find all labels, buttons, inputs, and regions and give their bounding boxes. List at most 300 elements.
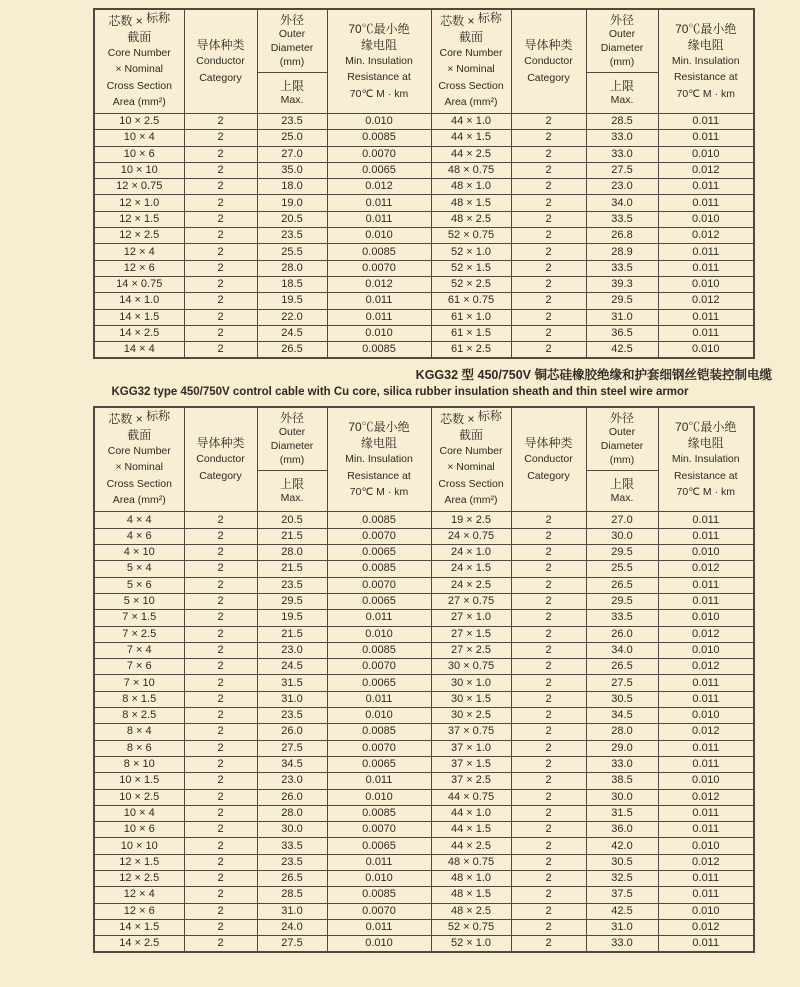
- table-cell: 29.5: [586, 293, 658, 309]
- table-cell: 0.011: [658, 805, 754, 821]
- section-title-chinese: KGG32 型 450/750V 铜芯硅橡胶绝缘和护套细钢丝铠装控制电缆: [415, 368, 772, 383]
- table-cell: 2: [184, 260, 257, 276]
- header-core-number: 芯数 × 标称 截面 Core Number × Nominal Cross Section Area (mm²): [431, 9, 511, 114]
- table-cell: 2: [184, 919, 257, 935]
- table-cell: 0.010: [658, 708, 754, 724]
- table-cell: 33.5: [257, 838, 327, 854]
- table-cell: 48 × 1.0: [431, 870, 511, 886]
- table-cell: 2: [184, 887, 257, 903]
- table-cell: 2: [184, 610, 257, 626]
- header-insulation-resistance: 70℃最小绝 缘电阻 Min. Insulation Resistance at 70℃ M · km: [658, 9, 754, 114]
- table-cell: 52 × 1.0: [431, 936, 511, 953]
- table-cell: 61 × 1.5: [431, 325, 511, 341]
- table-cell: 52 × 1.5: [431, 260, 511, 276]
- table-cell: 0.012: [658, 228, 754, 244]
- table-cell: 14 × 0.75: [94, 276, 184, 292]
- table-cell: 0.012: [658, 789, 754, 805]
- table-cell: 2: [184, 724, 257, 740]
- header-insulation-resistance: 70℃最小绝 缘电阻 Min. Insulation Resistance at 70℃ M · km: [327, 9, 431, 114]
- table-cell: 0.012: [658, 162, 754, 178]
- table-cell: 0.0085: [327, 244, 431, 260]
- table-cell: 23.0: [257, 642, 327, 658]
- table-cell: 44 × 2.5: [431, 146, 511, 162]
- table-cell: 10 × 2.5: [94, 114, 184, 130]
- table-cell: 0.011: [658, 577, 754, 593]
- table-cell: 0.011: [658, 512, 754, 528]
- table-cell: 33.0: [586, 146, 658, 162]
- table-cell: 0.012: [658, 293, 754, 309]
- table-cell: 0.011: [658, 936, 754, 953]
- table-cell: 0.011: [327, 211, 431, 227]
- table-row: [94, 870, 754, 886]
- table-cell: 2: [184, 309, 257, 325]
- table-cell: 12 × 1.0: [94, 195, 184, 211]
- table-row: [94, 854, 754, 870]
- table-cell: 0.011: [658, 325, 754, 341]
- table-cell: 23.5: [257, 854, 327, 870]
- table-cell: 2: [184, 146, 257, 162]
- table-cell: 30.5: [586, 854, 658, 870]
- table-cell: 24 × 0.75: [431, 528, 511, 544]
- table-cell: 30 × 1.5: [431, 691, 511, 707]
- table-cell: 2: [184, 740, 257, 756]
- table-cell: 38.5: [586, 773, 658, 789]
- table-cell: 22.0: [257, 309, 327, 325]
- table-cell: 0.012: [658, 919, 754, 935]
- header-outer-diameter: 外径 Outer Diameter (mm): [586, 407, 658, 471]
- table-cell: 0.011: [327, 773, 431, 789]
- table-cell: 2: [184, 512, 257, 528]
- table-cell: 27 × 0.75: [431, 593, 511, 609]
- table-cell: 19.0: [257, 195, 327, 211]
- table-cell: 36.0: [586, 822, 658, 838]
- section-title-english: KGG32 type 450/750V control cable with Cu core, silica rubber insulation sheath and thin steel wire armor: [111, 386, 689, 399]
- table-cell: 2: [184, 130, 257, 146]
- table-cell: 0.011: [658, 887, 754, 903]
- table-cell: 8 × 10: [94, 756, 184, 772]
- table-cell: 33.5: [586, 610, 658, 626]
- table-row: [94, 114, 754, 130]
- table-cell: 2: [184, 903, 257, 919]
- table-cell: 2: [511, 691, 586, 707]
- table-cell: 0.010: [658, 838, 754, 854]
- table-row: [94, 789, 754, 805]
- table-row: [94, 309, 754, 325]
- table-row: [94, 642, 754, 658]
- table-cell: 12 × 2.5: [94, 228, 184, 244]
- table-cell: 0.0085: [327, 512, 431, 528]
- table-cell: 10 × 10: [94, 838, 184, 854]
- table-cell: 0.012: [658, 561, 754, 577]
- table-cell: 0.0070: [327, 740, 431, 756]
- table-cell: 2: [184, 691, 257, 707]
- table-cell: 2: [184, 789, 257, 805]
- table-cell: 0.011: [658, 593, 754, 609]
- table-cell: 32.5: [586, 870, 658, 886]
- table-cell: 0.0065: [327, 593, 431, 609]
- table-cell: 2: [511, 740, 586, 756]
- table-cell: 8 × 6: [94, 740, 184, 756]
- table-cell: 2: [511, 512, 586, 528]
- table-cell: 2: [184, 805, 257, 821]
- table-cell: 2: [184, 342, 257, 359]
- table-cell: 14 × 2.5: [94, 325, 184, 341]
- table-cell: 26.5: [586, 659, 658, 675]
- table-cell: 48 × 2.5: [431, 903, 511, 919]
- table-cell: 2: [511, 561, 586, 577]
- table-row: [94, 561, 754, 577]
- table-row: [94, 130, 754, 146]
- table-row: [94, 724, 754, 740]
- table-cell: 48 × 1.5: [431, 887, 511, 903]
- table-cell: 2: [511, 854, 586, 870]
- table-cell: 0.011: [658, 130, 754, 146]
- table-row: [94, 756, 754, 772]
- table-cell: 44 × 1.5: [431, 130, 511, 146]
- table-cell: 0.0085: [327, 805, 431, 821]
- table-cell: 0.0065: [327, 838, 431, 854]
- table-header: [94, 407, 754, 512]
- table-cell: 2: [184, 276, 257, 292]
- table-cell: 0.0070: [327, 146, 431, 162]
- table-cell: 0.011: [658, 528, 754, 544]
- table-cell: 27.5: [586, 162, 658, 178]
- header-max-limit: 上限 Max.: [257, 471, 327, 512]
- table-cell: 30.0: [586, 789, 658, 805]
- table-cell: 12 × 6: [94, 260, 184, 276]
- table-cell: 2: [184, 211, 257, 227]
- table-cell: 5 × 10: [94, 593, 184, 609]
- table-cell: 27.5: [257, 740, 327, 756]
- header-core-number: 芯数 × 标称 截面 Core Number × Nominal Cross Section Area (mm²): [94, 9, 184, 114]
- table-cell: 48 × 0.75: [431, 854, 511, 870]
- table-cell: 18.5: [257, 276, 327, 292]
- table-cell: 30.5: [586, 691, 658, 707]
- table-cell: 0.0070: [327, 260, 431, 276]
- table-row: [94, 195, 754, 211]
- table-cell: 12 × 4: [94, 244, 184, 260]
- table-cell: 0.0070: [327, 577, 431, 593]
- table-cell: 30.0: [586, 528, 658, 544]
- table-cell: 2: [184, 626, 257, 642]
- table-cell: 2: [184, 756, 257, 772]
- table-row: [94, 244, 754, 260]
- table-cell: 0.011: [658, 195, 754, 211]
- table-cell: 2: [511, 593, 586, 609]
- table-cell: 25.0: [257, 130, 327, 146]
- table-cell: 14 × 1.5: [94, 309, 184, 325]
- table-cell: 36.5: [586, 325, 658, 341]
- table-row: [94, 691, 754, 707]
- table-cell: 2: [511, 545, 586, 561]
- table-cell: 27.5: [586, 675, 658, 691]
- table-cell: 21.5: [257, 528, 327, 544]
- table-cell: 0.011: [327, 854, 431, 870]
- table-cell: 12 × 4: [94, 887, 184, 903]
- table-cell: 24 × 2.5: [431, 577, 511, 593]
- document-page: [0, 8, 800, 987]
- table-cell: 0.0070: [327, 528, 431, 544]
- table-cell: 2: [511, 773, 586, 789]
- table-cell: 30 × 0.75: [431, 659, 511, 675]
- table-cell: 0.011: [658, 114, 754, 130]
- table-cell: 0.0065: [327, 756, 431, 772]
- header-insulation-resistance: 70℃最小绝 缘电阻 Min. Insulation Resistance at 70℃ M · km: [327, 407, 431, 512]
- table-cell: 52 × 1.0: [431, 244, 511, 260]
- table-cell: 0.0065: [327, 162, 431, 178]
- table-cell: 0.0065: [327, 545, 431, 561]
- table-cell: 2: [184, 228, 257, 244]
- table-row: [94, 228, 754, 244]
- table-cell: 29.5: [257, 593, 327, 609]
- table-cell: 31.5: [586, 805, 658, 821]
- table-cell: 24.0: [257, 919, 327, 935]
- header-core-number: 芯数 × 标称 截面 Core Number × Nominal Cross Section Area (mm²): [94, 407, 184, 512]
- table-cell: 20.5: [257, 512, 327, 528]
- table-cell: 14 × 1.0: [94, 293, 184, 309]
- table-cell: 0.0085: [327, 130, 431, 146]
- table-cell: 52 × 2.5: [431, 276, 511, 292]
- table-cell: 0.0070: [327, 822, 431, 838]
- table-cell: 2: [184, 162, 257, 178]
- table-cell: 10 × 1.5: [94, 773, 184, 789]
- table-cell: 0.0065: [327, 675, 431, 691]
- table-cell: 34.5: [586, 708, 658, 724]
- table-cell: 52 × 0.75: [431, 228, 511, 244]
- table-cell: 42.5: [586, 342, 658, 359]
- table-cell: 2: [511, 244, 586, 260]
- table-cell: 0.0085: [327, 724, 431, 740]
- table-row: [94, 675, 754, 691]
- table-cell: 12 × 0.75: [94, 179, 184, 195]
- table-cell: 0.010: [327, 325, 431, 341]
- table-row: [94, 528, 754, 544]
- table-cell: 0.012: [658, 626, 754, 642]
- table-cell: 2: [511, 838, 586, 854]
- table-cell: 2: [511, 887, 586, 903]
- table-cell: 26.0: [586, 626, 658, 642]
- table-cell: 28.0: [257, 260, 327, 276]
- table-cell: 25.5: [586, 561, 658, 577]
- table-cell: 5 × 6: [94, 577, 184, 593]
- table-cell: 2: [511, 659, 586, 675]
- table-cell: 52 × 0.75: [431, 919, 511, 935]
- table-cell: 7 × 1.5: [94, 610, 184, 626]
- table-cell: 2: [511, 642, 586, 658]
- header-max-limit: 上限 Max.: [586, 471, 658, 512]
- table-cell: 2: [184, 936, 257, 953]
- table-cell: 0.011: [327, 309, 431, 325]
- table-cell: 27.5: [257, 936, 327, 953]
- table-cell: 0.010: [658, 342, 754, 359]
- header-max-limit: 上限 Max.: [586, 73, 658, 114]
- table-cell: 27.0: [586, 512, 658, 528]
- cable-spec-table-kgg32: [93, 406, 755, 953]
- table-cell: 2: [511, 528, 586, 544]
- table-cell: 0.010: [327, 789, 431, 805]
- table-cell: 0.011: [327, 293, 431, 309]
- table-cell: 26.8: [586, 228, 658, 244]
- table-cell: 23.5: [257, 228, 327, 244]
- cable-spec-table-upper: [93, 8, 755, 359]
- table-header: [94, 9, 754, 114]
- header-conductor-category: 导体种类 Conductor Category: [184, 407, 257, 512]
- table-body: [94, 512, 754, 953]
- table-cell: 14 × 1.5: [94, 919, 184, 935]
- table-cell: 21.5: [257, 561, 327, 577]
- table-cell: 0.011: [658, 309, 754, 325]
- table-cell: 0.011: [658, 740, 754, 756]
- table-cell: 19 × 2.5: [431, 512, 511, 528]
- table-cell: 2: [511, 822, 586, 838]
- table-cell: 2: [184, 545, 257, 561]
- table-cell: 19.5: [257, 293, 327, 309]
- table-cell: 7 × 4: [94, 642, 184, 658]
- table-cell: 28.0: [586, 724, 658, 740]
- header-insulation-resistance: 70℃最小绝 缘电阻 Min. Insulation Resistance at 70℃ M · km: [658, 407, 754, 512]
- table-cell: 28.9: [586, 244, 658, 260]
- table-row: [94, 545, 754, 561]
- table-cell: 5 × 4: [94, 561, 184, 577]
- table-cell: 2: [511, 675, 586, 691]
- table-row: [94, 903, 754, 919]
- table-cell: 0.0085: [327, 561, 431, 577]
- table-cell: 48 × 0.75: [431, 162, 511, 178]
- table-cell: 7 × 10: [94, 675, 184, 691]
- table-row: [94, 708, 754, 724]
- table-cell: 4 × 10: [94, 545, 184, 561]
- table-cell: 23.5: [257, 577, 327, 593]
- table-cell: 34.5: [257, 756, 327, 772]
- table-cell: 2: [184, 675, 257, 691]
- table-cell: 12 × 2.5: [94, 870, 184, 886]
- table-cell: 2: [511, 870, 586, 886]
- table-cell: 0.011: [658, 691, 754, 707]
- table-cell: 2: [184, 528, 257, 544]
- table-cell: 31.5: [257, 675, 327, 691]
- table-row: [94, 887, 754, 903]
- table-cell: 10 × 4: [94, 805, 184, 821]
- table-cell: 2: [184, 195, 257, 211]
- table-cell: 61 × 1.0: [431, 309, 511, 325]
- table-cell: 0.011: [658, 244, 754, 260]
- table-cell: 2: [511, 130, 586, 146]
- table-cell: 44 × 1.5: [431, 822, 511, 838]
- table-cell: 2: [184, 870, 257, 886]
- table-row: [94, 260, 754, 276]
- table-cell: 27 × 1.0: [431, 610, 511, 626]
- table-cell: 12 × 1.5: [94, 854, 184, 870]
- table-cell: 48 × 1.5: [431, 195, 511, 211]
- table-cell: 48 × 1.0: [431, 179, 511, 195]
- table-cell: 2: [511, 708, 586, 724]
- table-row: [94, 512, 754, 528]
- header-conductor-category: 导体种类 Conductor Category: [511, 407, 586, 512]
- table-cell: 2: [184, 822, 257, 838]
- table-cell: 44 × 1.0: [431, 805, 511, 821]
- table-row: [94, 838, 754, 854]
- table-cell: 14 × 2.5: [94, 936, 184, 953]
- table-row: [94, 162, 754, 178]
- table-cell: 0.010: [327, 228, 431, 244]
- table-cell: 2: [511, 195, 586, 211]
- header-outer-diameter: 外径 Outer Diameter (mm): [257, 407, 327, 471]
- table-cell: 2: [511, 789, 586, 805]
- table-cell: 33.0: [586, 756, 658, 772]
- table-row: [94, 773, 754, 789]
- table-cell: 42.5: [586, 903, 658, 919]
- table-cell: 0.010: [327, 114, 431, 130]
- table-cell: 12 × 1.5: [94, 211, 184, 227]
- table-cell: 2: [511, 146, 586, 162]
- table-cell: 28.0: [257, 545, 327, 561]
- table-cell: 30 × 2.5: [431, 708, 511, 724]
- table-row: [94, 293, 754, 309]
- table-cell: 2: [511, 293, 586, 309]
- table-cell: 37 × 2.5: [431, 773, 511, 789]
- table-cell: 31.0: [586, 919, 658, 935]
- table-cell: 2: [511, 577, 586, 593]
- table-cell: 29.5: [586, 593, 658, 609]
- table-cell: 2: [511, 228, 586, 244]
- table-cell: 20.5: [257, 211, 327, 227]
- table-row: [94, 936, 754, 953]
- table-row: [94, 146, 754, 162]
- table-row: [94, 179, 754, 195]
- table-cell: 25.5: [257, 244, 327, 260]
- table-cell: 33.0: [586, 936, 658, 953]
- table-cell: 29.5: [586, 545, 658, 561]
- table-cell: 0.010: [658, 545, 754, 561]
- table-cell: 2: [184, 293, 257, 309]
- table-cell: 2: [184, 114, 257, 130]
- table-cell: 0.010: [658, 903, 754, 919]
- table-cell: 23.5: [257, 708, 327, 724]
- table-cell: 26.5: [257, 870, 327, 886]
- table-cell: 0.011: [658, 675, 754, 691]
- table-cell: 0.012: [658, 724, 754, 740]
- table-cell: 21.5: [257, 626, 327, 642]
- table-cell: 27.0: [257, 146, 327, 162]
- table-cell: 0.010: [327, 708, 431, 724]
- table-cell: 0.0070: [327, 659, 431, 675]
- table-cell: 2: [184, 325, 257, 341]
- table-cell: 23.0: [257, 773, 327, 789]
- table-cell: 0.012: [658, 659, 754, 675]
- table-cell: 61 × 0.75: [431, 293, 511, 309]
- table-cell: 44 × 1.0: [431, 114, 511, 130]
- table-cell: 31.0: [257, 691, 327, 707]
- table-cell: 0.010: [658, 642, 754, 658]
- table-cell: 27 × 2.5: [431, 642, 511, 658]
- table-cell: 0.010: [327, 870, 431, 886]
- table-cell: 7 × 2.5: [94, 626, 184, 642]
- table-cell: 12 × 6: [94, 903, 184, 919]
- table-row: [94, 659, 754, 675]
- table-cell: 30.0: [257, 822, 327, 838]
- table-cell: 19.5: [257, 610, 327, 626]
- table-cell: 0.011: [658, 822, 754, 838]
- table-cell: 0.010: [658, 211, 754, 227]
- header-conductor-category: 导体种类 Conductor Category: [511, 9, 586, 114]
- table-cell: 26.0: [257, 724, 327, 740]
- table-cell: 30 × 1.0: [431, 675, 511, 691]
- header-outer-diameter: 外径 Outer Diameter (mm): [586, 9, 658, 73]
- table-cell: 29.0: [586, 740, 658, 756]
- table-cell: 37 × 1.0: [431, 740, 511, 756]
- table-cell: 26.5: [586, 577, 658, 593]
- table-cell: 8 × 2.5: [94, 708, 184, 724]
